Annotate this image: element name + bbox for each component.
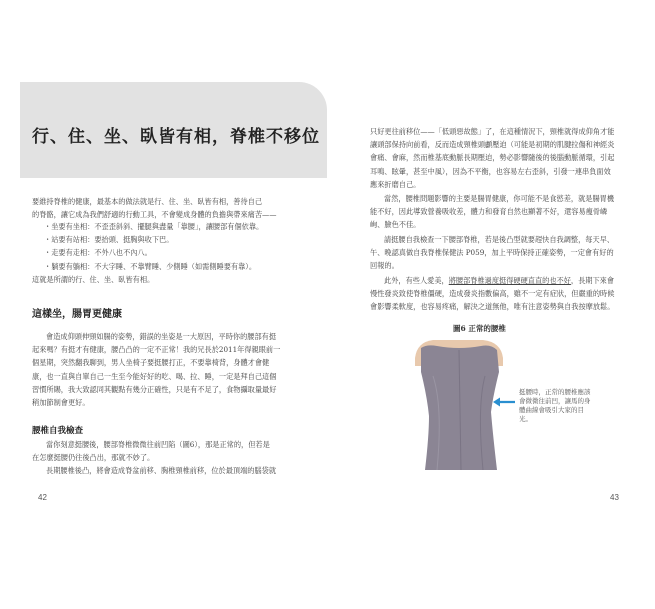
text-line: 讓頭部保持向前看，反而造成頸椎頭顱壓迫（可能是初期的肌腱拉傷和神經炎: [370, 140, 615, 150]
text-prefix: 此外，有些人愛美，: [384, 276, 449, 285]
intro-line: 要維持脊椎的健康，最基本的做法就是行、住、坐、臥皆有相，善待自己: [32, 197, 263, 206]
text-line: 耳鳴、眩暈，甚至中風），因為不平衡，也容易左右歪斜，引發一連串負面效: [370, 166, 611, 176]
text-line: 會痛、會麻，然而椎基底動脈長期壓迫，勢必影響隨後的後腦動脈循環，引起: [370, 153, 615, 163]
text-line: 康，也一直與自單自己一生至今能好好的吃、喝、拉、睡，一定是拜自己這個: [32, 371, 277, 381]
figure-caption: 挺腰時，正常的腰椎應該會微微往前凹，讓馬的身體曲線會吸引大家的目光。: [519, 388, 591, 423]
page-number-left: 42: [38, 493, 47, 502]
intro-line: 的脊骼，讓它成為我們舒適的行動工具，不會變成身體的負擔與帶來痛苦——: [32, 210, 277, 220]
text-line: 慢性發炎致使脊椎僵硬，造成發炎指數偏高，雖不一定有症狀，但嚴重的時候: [370, 289, 615, 299]
paragraph-2: [370, 192, 614, 232]
text-line: 回報的。: [370, 261, 399, 271]
paragraph-4: [370, 274, 614, 314]
text-line: 起來嗎？有挺才有健康，腰凸凸的一定不正常！我的兄長於2011年得親眼前一: [32, 345, 281, 355]
list-item: ・走要有走相：不外八也不內八。: [44, 248, 152, 258]
text-rest: ，長期下來會: [570, 276, 615, 285]
arrow-left-icon: [491, 396, 517, 408]
text-line: 午、晚認真做自我脊椎保健法 P059，加上平時保持正確姿勢，一定會有好的: [370, 248, 614, 258]
text-line: 長期腰椎後凸，將會造成脊盆前移、胸椎頸椎前移，位於最頂端的腦袋就: [46, 466, 277, 476]
posture-list: [32, 220, 264, 286]
chapter-title: 行、住、坐、臥皆有相，脊椎不移位: [32, 127, 320, 147]
text-line: 請挺腰自我檢查一下腰部脊椎，若是後凸型就要趕快自我調整，每天早、: [384, 235, 615, 244]
subsection-paragraph: [32, 438, 276, 478]
text-line: 能不好，因此導致營養吸收差，體力和發育自然也顯著不好，還容易瘦骨嶙: [370, 207, 608, 217]
text-line: 只好更往前移位——「低頭惡故態」了，在這種情況下，頸椎就得成仰角才能: [370, 127, 615, 136]
text-line: [384, 274, 614, 287]
list-summary: 這就是所謂的行、住、坐、臥皆有相。: [32, 274, 155, 284]
text-line: 會造成仰頭伸頸如腸的姿勢，錯誤的坐姿是一大原因，平時你的腰部有挺: [46, 332, 277, 341]
text-line: 當然，腰椎問題影響的主要是腸胃健康，你可能不是食慾差，就是腸胃機: [384, 194, 615, 203]
text-line: 個星期，突然翻我聊到，男人坐椅子要挺腰打正，不要靠椅背，身體才會健: [32, 358, 270, 368]
section-paragraph: [32, 330, 280, 409]
text-line: 稍加節制會更好。: [32, 398, 90, 408]
list-item: ・站要有站相：要抬頭、挺胸與收下巴。: [44, 235, 174, 245]
section-heading: 這樣坐，腸胃更健康: [32, 309, 122, 320]
text-line: 在怎麼挺腰仍往後凸出，那就不妙了。: [32, 453, 155, 463]
page-number-right: 43: [610, 493, 619, 502]
paragraph-3: [370, 233, 614, 273]
text-line: 當你刻意挺腰後，腰部脊椎微微往前凹陷（圖6），那是正常的，但若是: [46, 440, 270, 449]
text-line: 應來折磨自己。: [370, 179, 421, 189]
figure-label: 圖6 正常的腰椎: [453, 324, 506, 333]
text-line: 會影響柔軟度，也容易疼痛，解決之道無他，唯有注意姿勢與自我按摩放鬆。: [370, 302, 615, 312]
subsection-heading: 腰椎自我檢查: [32, 426, 84, 436]
paragraph-1: [370, 125, 614, 191]
text-line: 峋、臉色不佳。: [370, 220, 421, 230]
text-line: 習慣所賜，我大致認同其觀點有幾分正確性，只是有不足了，食物攝取量最好: [32, 384, 277, 394]
list-item: ・躺要有躺相：不大字睡、不靠臂睡、少側睡（如需側睡要有靠）。: [44, 261, 257, 271]
intro-paragraph: [32, 195, 276, 221]
list-item: ・坐要有坐相：不歪歪斜斜、擺腿與盡量「靠腰」，讓腰部有個依靠。: [44, 222, 264, 231]
left-page: [0, 0, 327, 609]
emphasis-text: 將腰部脊椎過度挺得硬硬直直的也不好: [448, 276, 571, 285]
